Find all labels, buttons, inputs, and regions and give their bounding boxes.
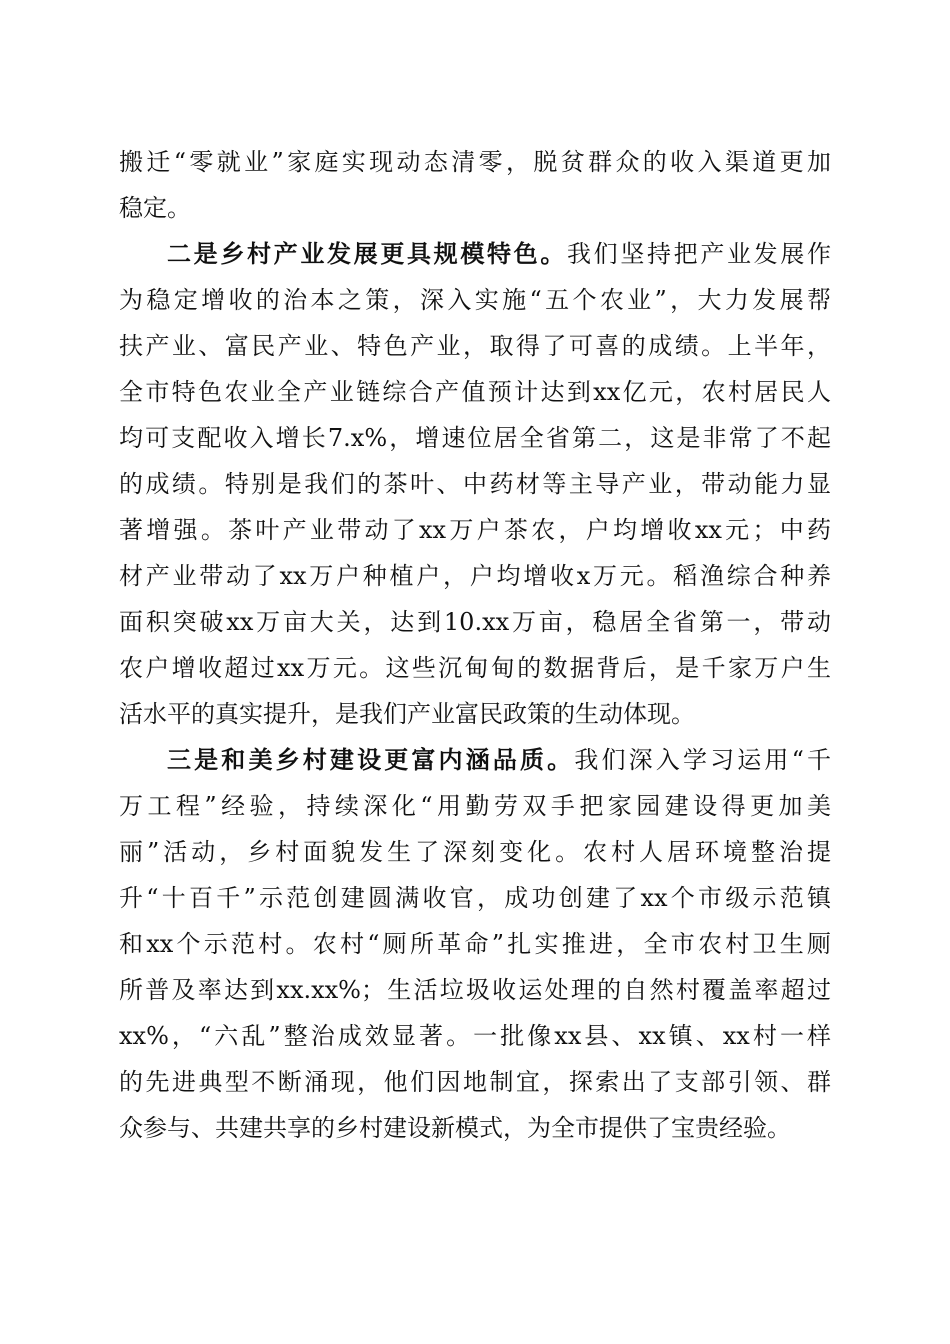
line-text: 农户增收超过xx万元。这些沉甸甸的数据背后，是千家万户生	[119, 654, 831, 682]
text-line	[119, 830, 831, 874]
text-line	[119, 1060, 831, 1104]
text-line	[119, 324, 831, 368]
line-text: 扶产业、富民产业、特色产业，取得了可喜的成绩。上半年，	[119, 332, 831, 360]
line-text: 著增强。茶叶产业带动了xx万户茶农，户均增收xx元；中药	[119, 516, 831, 544]
paragraph-lead-bold: 三是和美乡村建设更富内涵品质。	[167, 745, 575, 774]
line-text: 我们坚持把产业发展作	[567, 240, 831, 268]
text-line	[119, 784, 831, 828]
line-text: 我们深入学习运用“千	[574, 746, 831, 774]
text-line	[119, 876, 831, 920]
text-line	[119, 140, 831, 184]
line-text: 为稳定增收的治本之策，深入实施“五个农业”，大力发展帮	[119, 286, 831, 314]
paragraph-lead-bold: 二是乡村产业发展更具规模特色。	[167, 239, 567, 268]
line-text: 稳定。	[119, 194, 191, 222]
line-text: 搬迁“零就业”家庭实现动态清零，脱贫群众的收入渠道更加	[119, 148, 831, 176]
paragraph-first-line	[167, 738, 831, 782]
text-line	[119, 692, 831, 736]
paragraph-first-line	[167, 232, 831, 276]
line-text: 活水平的真实提升，是我们产业富民政策的生动体现。	[119, 700, 695, 728]
text-line	[119, 1106, 831, 1150]
line-text: 的成绩。特别是我们的茶叶、中药材等主导产业，带动能力显	[119, 470, 831, 498]
text-line	[119, 278, 831, 322]
text-line	[119, 462, 831, 506]
text-line	[119, 646, 831, 690]
text-line	[119, 508, 831, 552]
text-line	[119, 968, 831, 1012]
line-text: 材产业带动了xx万户种植户，户均增收x万元。稻渔综合种养	[119, 562, 831, 590]
line-text: 和xx个示范村。农村“厕所革命”扎实推进，全市农村卫生厕	[119, 930, 831, 958]
line-text: 全市特色农业全产业链综合产值预计达到xx亿元，农村居民人	[119, 378, 831, 406]
line-text: 的先进典型不断涌现，他们因地制宜，探索出了支部引领、群	[119, 1068, 831, 1096]
line-text: 万工程”经验，持续深化“用勤劳双手把家园建设得更加美	[119, 792, 831, 820]
line-text: 所普及率达到xx.xx%；生活垃圾收运处理的自然村覆盖率超过	[119, 976, 831, 1004]
line-text: 丽”活动，乡村面貌发生了深刻变化。农村人居环境整治提	[119, 838, 831, 866]
text-line	[119, 922, 831, 966]
text-line	[119, 1014, 831, 1058]
line-text: 面积突破xx万亩大关，达到10.xx万亩，稳居全省第一，带动	[119, 608, 831, 636]
text-line	[119, 416, 831, 460]
text-line	[119, 600, 831, 644]
text-line	[119, 554, 831, 598]
text-line	[119, 186, 831, 230]
line-text: xx%，“六乱”整治成效显著。一批像xx县、xx镇、xx村一样	[119, 1022, 831, 1050]
line-text: 众参与、共建共享的乡村建设新模式，为全市提供了宝贵经验。	[119, 1114, 791, 1142]
line-text: 均可支配收入增长7.x%，增速位居全省第二，这是非常了不起	[119, 424, 831, 452]
line-text: 升“十百千”示范创建圆满收官，成功创建了xx个市级示范镇	[119, 884, 831, 912]
text-line	[119, 370, 831, 414]
